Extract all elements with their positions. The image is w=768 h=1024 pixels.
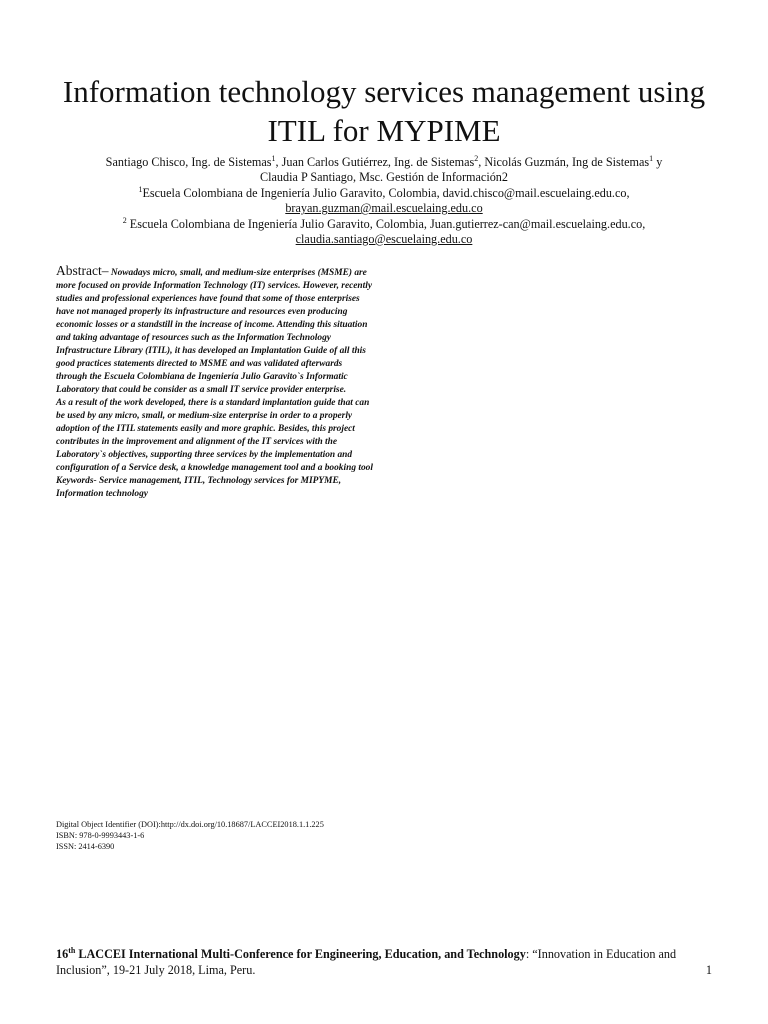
edition-suffix: th bbox=[68, 945, 76, 955]
affiliation-1-email-line bbox=[40, 201, 728, 216]
affiliation-1-text: Escuela Colombiana de Ingeniería Julio Garavito, Colombia, david.chisco@mail.escuelaing.edu.co, bbox=[142, 185, 630, 200]
affiliation-1 bbox=[40, 186, 728, 201]
authors-line-2: Claudia P Santiago, Msc. Gestión de Información2 bbox=[260, 170, 508, 185]
author-conjunction: y bbox=[653, 155, 663, 169]
affiliation-2-text: Escuela Colombiana de Ingeniería Julio Garavito, Colombia, Juan.gutierrez-can@mail.escuelaing.edu.co, bbox=[126, 216, 646, 231]
keywords: Keywords- Service management, ITIL, Technology services for MIPYME, Information technology bbox=[56, 476, 342, 499]
affiliation-mark: 1 bbox=[649, 153, 654, 163]
isbn-text: ISBN: 978-0-9993443-1-6 bbox=[56, 831, 145, 841]
abstract-paragraph-1 bbox=[56, 264, 374, 397]
conference-theme: : “Innovation in Education and Inclusion”, 19-21 July 2018, Lima, Peru. bbox=[56, 947, 677, 977]
affiliation-mark: 2 bbox=[474, 153, 479, 163]
email-link-guzman[interactable]: brayan.guzman@mail.escuelaing.edu.co bbox=[285, 201, 483, 216]
title-line-2: ITIL for MYPIME bbox=[267, 113, 501, 148]
conference-title: LACCEI International Multi-Conference for Engineering, Education, and Technology bbox=[75, 947, 526, 961]
affiliation-2-email-line bbox=[40, 232, 728, 247]
paper-title bbox=[40, 72, 728, 150]
title-line-1: Information technology services management using bbox=[62, 74, 706, 109]
identifier-block bbox=[56, 819, 456, 853]
conference-name bbox=[56, 947, 526, 961]
email-link-santiago[interactable]: claudia.santiago@escuelaing.edu.co bbox=[295, 232, 473, 247]
abstract-paragraph-2: As a result of the work developed, there is a standard implantation guide that can be used by any micro, small, or medium-size enterprise in order to a properly adoption of the ITIL statements easily and more graphic. Besides, this project contributes in the improvement and alignment of the IT services with the Laboratory`s objectives, supporting three services by the implementation and configuration of a Service desk, a knowledge management tool and a booking tool bbox=[56, 398, 373, 473]
author-chisco: Santiago Chisco, Ing. de Sistemas bbox=[105, 155, 272, 169]
affiliation-mark: 1 bbox=[271, 153, 276, 163]
edition-number: 16 bbox=[56, 947, 69, 961]
page-number: 1 bbox=[705, 963, 712, 977]
author-block bbox=[40, 155, 728, 247]
conference-footer bbox=[56, 947, 712, 978]
affiliation-2 bbox=[40, 217, 728, 232]
doi-text: Digital Object Identifier (DOI):http://dx.doi.org/10.18687/LACCEI2018.1.1.225 bbox=[56, 820, 324, 829]
abstract-heading: Abstract– bbox=[56, 263, 109, 278]
author-gutierrez: , Juan Carlos Gutiérrez, Ing. de Sistemas bbox=[275, 155, 475, 169]
authors-line-1 bbox=[40, 155, 728, 170]
author-guzman: , Nicolás Guzmán, Ing de Sistemas bbox=[478, 155, 650, 169]
abstract-text-1: Nowadays micro, small, and medium-size enterprises (MSME) are more focused on provide Information Technology (IT) services. However, recently studies and professional experiences have found that some of those enterprises have not managed properly its infrastructure and resources even producing economic losses or a standstill in the increase of income. Attending this situation and taking advantage of resources such as the Information Technology Infrastructure Library (ITIL), it has developed an Implantation Guide of all this good practices statements directed to MSME and was validated afterwards through the Escuela Colombiana de Ingeniería Julio Garavito`s Informatic Laboratory that could be consider as a small IT service provider enterprise. bbox=[56, 268, 373, 395]
affiliation-mark: 2 bbox=[122, 215, 127, 225]
abstract-section bbox=[56, 264, 374, 501]
affiliation-mark: 1 bbox=[138, 184, 143, 194]
issn-text: ISSN: 2414-6390 bbox=[56, 842, 115, 852]
